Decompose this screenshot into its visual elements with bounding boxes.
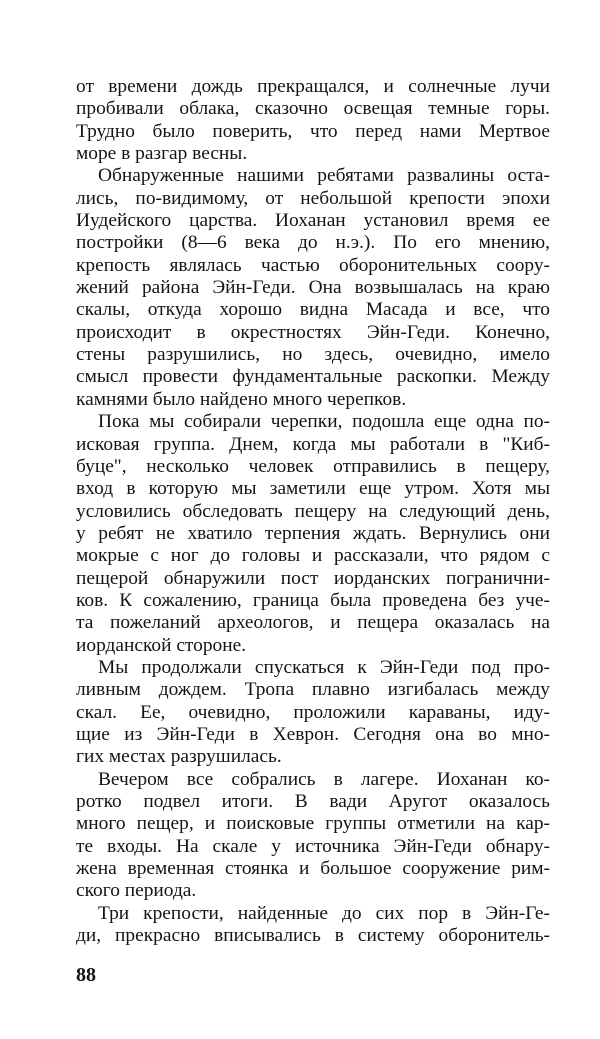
text-line: море в разгар весны. — [76, 143, 248, 165]
text-line: мокрые с ног до головы и рассказали, что рядом с — [76, 545, 550, 567]
paragraph — [76, 76, 550, 165]
text-line: ротко подвел итоги. В вади Аругот оказалось — [76, 791, 550, 812]
text-line: щие из Эйн-Геди в Хеврон. Сегодня она во мно- — [76, 723, 550, 745]
text-line: условились обследовать пещеру на следующий день, — [76, 500, 550, 522]
text-line: Мы продолжали спускаться к Эйн-Геди под про- — [98, 656, 550, 678]
paragraph — [76, 769, 550, 903]
text-line: Пока мы собирали черепки, подошла еще одна по- — [98, 411, 550, 433]
page-body — [76, 76, 550, 947]
text-line: жений района Эйн-Геди. Она возвышалась на краю — [76, 277, 550, 299]
text-line: стены разрушились, но здесь, очевидно, имело — [76, 344, 550, 366]
text-line: та пожеланий археологов, и пещера оказалась на — [76, 612, 550, 634]
text-line: Иудейского царства. Иоханан установил время ее — [76, 210, 550, 232]
paragraph — [76, 411, 550, 657]
text-line: от времени дождь прекращался, и солнечные лучи — [76, 76, 550, 97]
text-line: вход в которую мы заметили еще утром. Хотя мы — [76, 478, 550, 500]
text-line: ди, прекрасно вписывались в систему оборонитель- — [76, 925, 550, 947]
text-line: происходит в окрестностях Эйн-Геди. Конечно, — [76, 321, 550, 343]
text-line: скал. Ее, очевидно, проложили караваны, иду- — [76, 701, 550, 723]
text-line: у ребят не хватило терпения ждать. Вернулись они — [76, 522, 550, 544]
text-line: исковая группа. Днем, когда мы работали в "Киб- — [76, 433, 550, 455]
paragraph — [76, 903, 550, 948]
text-line: постройки (8—6 века до н.э.). По его мнению, — [76, 232, 550, 254]
text-line: иорданской стороне. — [76, 634, 247, 656]
text-line: смысл провести фундаментальные раскопки. Между — [76, 366, 550, 388]
text-line: жена временная стоянка и большое сооружение рим- — [76, 858, 550, 880]
page-number: 88 — [76, 964, 96, 986]
text-line: ского периода. — [76, 880, 197, 902]
text-line: Обнаруженные нашими ребятами развалины оста- — [98, 165, 550, 187]
text-line: крепость являлась частью оборонительных соору- — [76, 254, 550, 276]
text-line: скалы, откуда хорошо видна Масада и все, что — [76, 299, 550, 321]
paragraph — [76, 657, 550, 769]
paragraph — [76, 165, 550, 411]
text-line: ливным дождем. Тропа плавно изгибалась между — [76, 679, 550, 701]
text-line: много пещер, и поисковые группы отметили на кар- — [76, 813, 550, 835]
text-line: пробивали облака, сказочно освещая темные горы. — [76, 98, 550, 120]
text-line: Три крепости, найденные до сих пор в Эйн-Ге- — [98, 902, 550, 924]
text-line: ков. К сожалению, граница была проведена без уче- — [76, 589, 550, 611]
text-line: Вечером все собрались в лагере. Иоханан ко- — [98, 768, 550, 790]
text-line: камнями было найдено много черепков. — [76, 388, 407, 410]
text-line: Трудно было поверить, что перед нами Мертвое — [76, 120, 550, 142]
text-line: пещерой обнаружили пост иорданских погранични- — [76, 567, 550, 589]
text-line: гих местах разрушилась. — [76, 746, 282, 768]
text-line: лись, по-видимому, от небольшой крепости эпохи — [76, 187, 550, 209]
text-line: буце", несколько человек отправились в пещеру, — [76, 455, 550, 477]
text-line: те входы. На скале у источника Эйн-Геди обнару- — [76, 835, 550, 857]
